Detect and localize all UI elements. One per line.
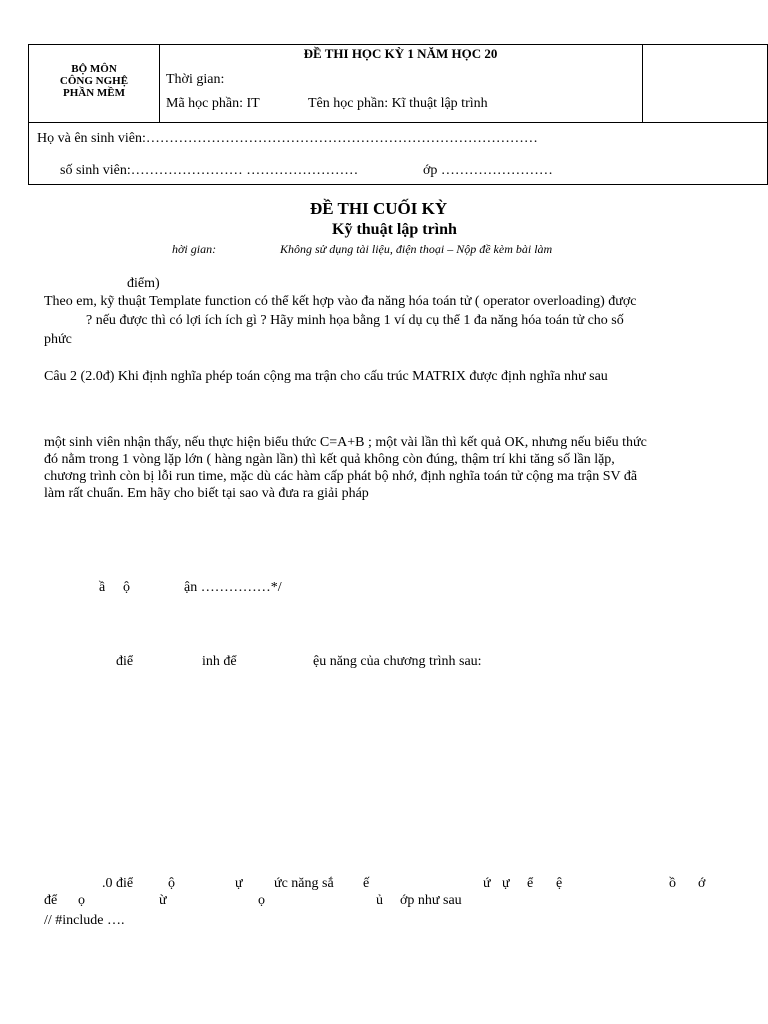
q2-text-line-1: Câu 2 (2.0đ) Khi định nghĩa phép toán cộng ma trận cho cấu trúc MATRIX được định nghĩa như sau: [44, 369, 608, 384]
fragment-4d: ọ: [258, 893, 265, 908]
q1-text-line-3: phức: [44, 332, 72, 347]
department-name: [29, 63, 159, 99]
course-name: Tên học phần: Kĩ thuật lập trình: [308, 96, 488, 111]
exam-header-table: [28, 44, 768, 185]
fragment-1a: ầ: [99, 580, 106, 595]
fragment-4f: ớp như sau: [400, 893, 462, 908]
header-divider-horizontal: [29, 122, 767, 123]
class-field: ớp ……………………: [423, 163, 553, 178]
fragment-4c: ừ: [159, 893, 167, 908]
exam-title: ĐỀ THI HỌC KỲ 1 NĂM HỌC 20: [303, 46, 498, 61]
fragment-4e: ủ: [376, 893, 383, 908]
fragment-3b: ộ: [168, 876, 175, 891]
q1-text-line-1: Theo em, kỹ thuật Template function có thể kết hợp vào đa năng hóa toán tử ( operator overloading) được: [44, 294, 637, 309]
fragment-3h: ể: [527, 876, 534, 891]
department-line-2: CÔNG NGHỆ: [59, 75, 129, 87]
fragment-3k: ớ: [698, 876, 706, 891]
q1-points: điểm): [127, 276, 160, 291]
fragment-4b: ọ: [78, 893, 85, 908]
q2-text-line-4: chương trình còn bị lỗi run time, mặc dù các hàm cấp phát bộ nhớ, định nghĩa toán tử cộng ma trận SV đã: [44, 469, 638, 484]
student-name-field: Họ và ên sinh viên:…………………………………………………………………………: [37, 131, 538, 146]
q2-text-line-5: làm rất chuẩn. Em hãy cho biết tại sao và đưa ra giải pháp: [44, 486, 369, 501]
fragment-4a: để: [44, 893, 58, 908]
fragment-3c: ự: [235, 876, 243, 891]
fragment-2c: ệu năng của chương trình sau:: [313, 654, 482, 669]
fragment-1b: ộ: [123, 580, 130, 595]
fragment-2b: inh để: [202, 654, 237, 669]
course-code: Mã học phần: IT: [166, 96, 260, 111]
exam-rules: Không sử dụng tài liệu, điện thoại – Nộp đề kèm bài làm: [280, 242, 553, 256]
department-line-3: PHẦN MỀM: [62, 87, 125, 99]
fragment-2a: điể: [116, 654, 134, 669]
fragment-3g: ự: [502, 876, 510, 891]
subject-title: Kỹ thuật lập trình: [332, 221, 457, 238]
student-id-field: số sinh viên:…………………… ……………………: [60, 163, 359, 178]
header-divider-right: [642, 45, 643, 122]
fragment-3f: ứ: [483, 876, 491, 891]
fragment-3a: .0 điể: [102, 876, 134, 891]
time-label: Thời gian:: [166, 72, 225, 87]
fragment-1c: ận ……………*/: [184, 580, 282, 595]
time-note: hời gian:: [172, 242, 217, 256]
fragment-3j: ồ: [669, 876, 676, 891]
main-title: ĐỀ THI CUỐI KỲ: [310, 199, 448, 218]
department-line-1: BỘ MÔN: [71, 63, 117, 75]
fragment-3d: ức năng sắ: [274, 876, 334, 891]
fragment-3i: ệ: [556, 876, 563, 891]
fragment-3e: ế: [363, 876, 370, 891]
q2-text-line-3: đó nằm trong 1 vòng lặp lớn ( hàng ngàn lần) thì kết quả không còn đúng, thậm trí khi tăng số lần lặp,: [44, 452, 615, 467]
q2-text-line-2: một sinh viên nhận thấy, nếu thực hiện biểu thức C=A+B ; một vài lần thì kết quả OK, nhưng nếu biểu thức: [44, 435, 647, 450]
q1-text-line-2: ? nếu được thì có lợi ích ích gì ? Hãy minh họa bằng 1 ví dụ cụ thể 1 đa năng hóa toán tử cho số: [86, 313, 624, 328]
code-include-line: // #include ….: [44, 913, 125, 928]
